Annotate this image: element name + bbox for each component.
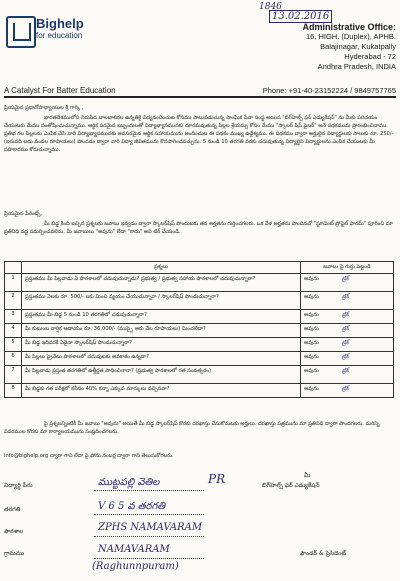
- answer-cell[interactable]: [301, 338, 394, 352]
- organisation-signature: బిగ్‌హెల్ప్ ఫర్ ఎడ్యుకేషన్: [262, 482, 320, 489]
- row-number: 7: [5, 366, 22, 384]
- handwritten-date: 13.02.2016: [269, 10, 332, 23]
- row-number: 6: [5, 352, 22, 366]
- founder-title: ఫౌండర్ & ప్రెసిడెంట్: [300, 550, 347, 557]
- student-name-label: విద్యార్థి పేరు: [4, 482, 33, 489]
- yes-label: అవును: [304, 294, 319, 300]
- school-field[interactable]: ZPHS NAMAVARAM: [98, 522, 203, 533]
- table-row: [5, 274, 394, 292]
- col-questions: ప్రశ్నలు: [22, 262, 301, 274]
- row-number: 1: [5, 274, 22, 292]
- answer-cell[interactable]: [301, 384, 394, 398]
- table-row: [5, 384, 394, 398]
- yes-label: అవును: [304, 276, 319, 282]
- question-text: ప్రస్తుతము నెలకు రూ. 500/- లకు మించి వ్యయం చేయుచున్నారా / స్కాలర్‌షిప్ పొందుచున్నారా?: [22, 292, 301, 310]
- tick-mark: ట్రిక్: [342, 312, 349, 318]
- contact-line: info@bighelp.org ద్వారా గాని లేదా పై ఫోను నంబర్ల ద్వారా గాని తెలుసుకోగలరు.: [4, 453, 174, 459]
- student-name-line: [94, 490, 204, 491]
- village-line: [94, 558, 204, 559]
- tick-mark: ట్రిక్: [342, 326, 349, 332]
- table-row: [5, 292, 394, 310]
- row-number: 2: [5, 292, 22, 310]
- col-number: [5, 262, 22, 274]
- table-row: [5, 366, 394, 384]
- answer-cell[interactable]: [301, 366, 394, 384]
- sign-prefix: మీ: [304, 472, 311, 479]
- village-label: గ్రామము: [4, 550, 25, 557]
- answer-cell[interactable]: [301, 324, 394, 338]
- tick-mark: ట్రిక్: [342, 276, 349, 282]
- row-number: 4: [5, 324, 22, 338]
- address-line: Hyderabad - 72: [344, 52, 396, 61]
- bighelp-logo-icon: [6, 16, 36, 48]
- village-field[interactable]: NAMAVARAM: [98, 544, 170, 555]
- intro-salutation: ప్రియమైన ప్రధానోపాధ్యాయుల శ్రీ గార్కి ,: [4, 105, 84, 111]
- class-label: తరగతి: [4, 506, 21, 513]
- question-text: ప్రస్తుతము మీ బిడ్డ 5 నుండి 10 తరగతిలో చదువుచున్నారా?: [22, 310, 301, 324]
- question-text: ప్రస్తుతము మీ పిల్లవాడు ఏ పాఠశాలలో చదువుచున్నాడు? ప్రభుత్వ / ప్రభుత్వ సహాయ పాఠశాలలో చదువుచున్నారా?: [22, 274, 301, 292]
- answer-cell[interactable]: [301, 274, 394, 292]
- phone-number: Phone: +91-40-23152224 / 9849757765: [262, 86, 396, 95]
- header-divider: [4, 96, 396, 98]
- answer-cell[interactable]: [301, 352, 394, 366]
- parent-paragraph: మీ బిడ్డ కింది ఇచ్చిన ప్రశ్నలకు జవాబు ఇవ్వడం ద్వారా స్కాలర్‌షిప్ పొందుటకు తన అర్హతను గుర్తించగలరు. ఒక వేళ అర్హతను పొందినచో "స్టూడెంట్ ప్రోఫైల్ ఫారమ్" పూరించి మా ప్రతినిధి వద్ద సమర్పించవలెను. మీ జవాబులు "అవును" లేదా "కాదు" అని టిక్ చేయండి.: [4, 221, 394, 235]
- address-line: Balajinagar, Kukatpally: [320, 42, 396, 51]
- question-text: మీ కుటుంబ వార్షిక ఆదాయం రూ. 36,000/- (ముప్పై ఆరు వేల రూపాయలు) మించలేదా?: [22, 324, 301, 338]
- intro-paragraph: భారతదేశములోని నిరుపేద బాలబాలికల ఉన్నతికై విద్యనందించుట కోసము పాటుపడుచున్న సాంఘిక సేవా సంస్థ అయిన "బిగ్‌హెల్ప్ ఫర్ ఎడ్యుకేషన్" ను మీకు పరిచయం చేయుటకు మేము సంతోషించుచున్నాము. ఆర్థిక పరమైన ఇబ్బందులతో విద్యాభ్యాసమునకు దూరమవుతున్న పిల్లల శ్రేయస్సు కోసం మేము "స్కాలర్ షిప్ ఫైబర్" అనే పథకమును ప్రారంభించినాము. ప్రతిభ గల పిల్లలను ఎంపిక చేసి వారి విద్యాభ్యాసమునకు అవసరమైన ఆర్థిక సహాయమును అందించుట ఈ పథకం ముఖ్య ఉద్దేశ్యము. ఈ పథకము ద్వారా అర్హులైన విద్యార్థులకు సాలుకు రూ. 250/- (ఇరువది ఐదు వందల రూపాయలు) పొందడం ద్వారా వారి విద్యా జీవితమును కొనసాగించవచ్చును. 5 నుండి 10 తరగతి వరకు చదువుతున్న విద్యార్థిని విద్యార్థులను ఎంపిక చేయుటకు మీ సహకారము కోరుచున్నాము.: [4, 115, 394, 153]
- class-field[interactable]: V 6 5 వ తరగతి: [98, 501, 166, 512]
- tick-mark: ట్రిక్: [342, 368, 349, 374]
- col-answer: జవాబు పై గుర్తు పెట్టండి: [301, 262, 394, 274]
- school-line: [94, 536, 204, 537]
- tick-mark: ట్రిక్: [342, 294, 349, 300]
- yes-label: అవును: [304, 326, 319, 332]
- tagline: A Catalyst For Batter Education: [4, 86, 116, 95]
- office-address: [236, 22, 396, 72]
- question-text: మీ పిల్లలు ప్రైవేటు పాఠశాలలో చదువుటకు అవకాశం ఉన్నదా?: [22, 352, 301, 366]
- row-number: 8: [5, 384, 22, 398]
- table-row: [5, 310, 394, 324]
- row-number: 5: [5, 338, 22, 352]
- yes-label: అవును: [304, 354, 319, 360]
- parent-signature: PR: [208, 472, 226, 486]
- tick-mark: ట్రిక్: [342, 354, 349, 360]
- yes-label: అవును: [304, 340, 319, 346]
- yes-label: అవును: [304, 312, 319, 318]
- tick-mark: ట్రిక్: [342, 386, 349, 392]
- address-line: Andhra Pradesh, INDIA: [317, 62, 396, 71]
- question-text: మీ బిడ్డ ఇదివరకే ఏదైనా స్కాలర్‌షిప్ పొందుచున్నారా?: [22, 338, 301, 352]
- brand-subtitle: for education: [36, 31, 83, 40]
- answer-cell[interactable]: [301, 310, 394, 324]
- yes-label: అవును: [304, 386, 319, 392]
- class-line: [94, 514, 204, 515]
- student-name-field[interactable]: ముట్టపల్లి వెతిల: [98, 477, 160, 488]
- closing-paragraph: పై ప్రశ్నలన్నింటికీ మీ జవాబు "అవును" అయితే మీ బిడ్డ స్కాలర్‌షిప్ కొరకు దరఖాస్తు చేసుకొనుటకు అర్హులు. దరఖాస్తు పత్రమును మా ప్రతినిధి ద్వారా పొందగలరు. మరిన్ని వివరముల కొరకు మా కార్యాలయమును సంప్రదించగలరు.: [4, 421, 380, 435]
- brand-name: Bighelp: [36, 16, 84, 31]
- questions-table: [4, 261, 394, 398]
- table-row: [5, 324, 394, 338]
- row-number: 3: [5, 310, 22, 324]
- parent-salutation: ప్రియమైన పేరెంట్స్,: [4, 211, 43, 217]
- table-row: [5, 338, 394, 352]
- question-text: మీ బిడ్డకు గత పరీక్షలో కనీసం 40% కన్నా ఎక్కువ మార్కులు వచ్చినవా?: [22, 384, 301, 398]
- tick-mark: ట్రిక్: [342, 340, 349, 346]
- office-title: Administrative Office:: [302, 22, 396, 32]
- village-field-extra: (Raghunnpuram): [92, 561, 179, 572]
- address-line: 16, HIGH. (Duplex), APHB.: [305, 32, 396, 41]
- question-text: మీ పిల్లవాడు ప్రస్తుత తరగతిలో ఉత్తీర్ణత సాధించినారా? (ప్రభుత్వ పాఠశాలలో గత సంవత్సరం): [22, 366, 301, 384]
- yes-label: అవును: [304, 368, 319, 374]
- answer-cell[interactable]: [301, 292, 394, 310]
- handwritten-number: 1846: [259, 2, 282, 12]
- school-label: పాఠశాల: [4, 528, 24, 535]
- table-row: [5, 352, 394, 366]
